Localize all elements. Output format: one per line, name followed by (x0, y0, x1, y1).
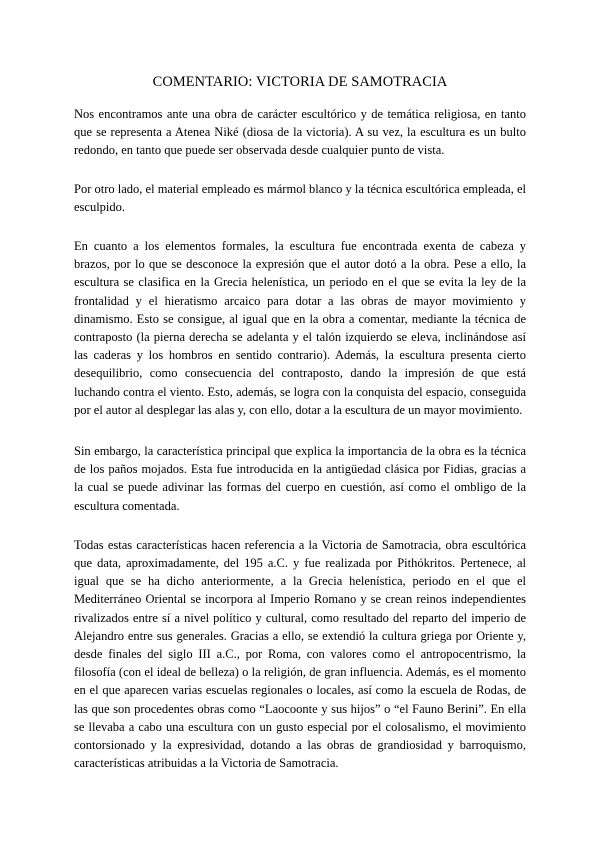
document-body (74, 105, 526, 773)
paragraph-historical-context: Todas estas características hacen referencia a la Victoria de Samotracia, obra escultórica que data, aproximadamente, del 195 a.C. y fue realizada por Pithókritos. Pertenece, al igual que se ha dicho anteriormente, a la Grecia helenística, periodo en el que el Mediterráneo Oriental se incorpora al Imperio Romano y se crean reinos independientes rivalizados entre sí a nivel político y cultural, como resultado del reparto del imperio de Alejandro entre sus generales. Gracias a ello, se extendió la cultura griega por Oriente y, desde finales del siglo III a.C., por Roma, con valores como el antropocentrismo, la filosofía (con el ideal de belleza) o la religión, de gran influencia. Además, es el momento en el que aparecen varias escuelas regionales o locales, así como la escuela de Rodas, de las que son procedentes obras como “Laocoonte y sus hijos” o “el Fauno Berini”. En ella se llevaba a cabo una escultura con un gusto especial por el colosalismo, el movimiento contorsionado y la expresividad, dotando a las obras de grandiosidad y barroquismo, características atribuidas a la Victoria de Samotracia. (74, 537, 526, 771)
paragraph-formal-elements: En cuanto a los elementos formales, la escultura fue encontrada exenta de cabeza y brazos, por lo que se desconoce la expresión que el autor dotó a la obra. Pese a ello, la escultura se clasifica en la Grecia helenística, un periodo en el que se evita la ley de la frontalidad y el hieratismo arcaico para dotar a las obras de mayor movimiento y dinamismo. Esto se consigue, al igual que en la obra a comentar, mediante la técnica de contraposto (la pierna derecha se adelanta y el talón izquierdo se eleva, inclinándose así las caderas y los hombros en sentido contrario). Además, la escultura presenta cierto desequilibrio, como consecuencia del contraposto, dando la impresión de que está luchando contra el viento. Esto, además, se logra con la conquista del espacio, conseguida por el autor al desplegar las alas y, con ello, dotar a la escultura de un mayor movimiento. (74, 239, 526, 417)
document-title: COMENTARIO: VICTORIA DE SAMOTRACIA (152, 74, 448, 90)
paragraph-introduction: Nos encontramos ante una obra de carácter escultórico y de temática religiosa, en tanto que se representa a Atenea Niké (diosa de la victoria). A su vez, la escultura es un bulto redondo, en tanto que puede ser observada desde cualquier punto de vista. (74, 107, 526, 158)
paragraph-wet-drapery: Sin embargo, la característica principal que explica la importancia de la obra es la técnica de los paños mojados. Esta fue introducida en la antigüedad clásica por Fidias, gracias a la cual se puede adivinar las formas del cuerpo en cuestión, así como el ombligo de la escultura comentada. (74, 444, 526, 513)
paragraph-material: Por otro lado, el material empleado es mármol blanco y la técnica escultórica empleada, el esculpido. (74, 181, 526, 214)
